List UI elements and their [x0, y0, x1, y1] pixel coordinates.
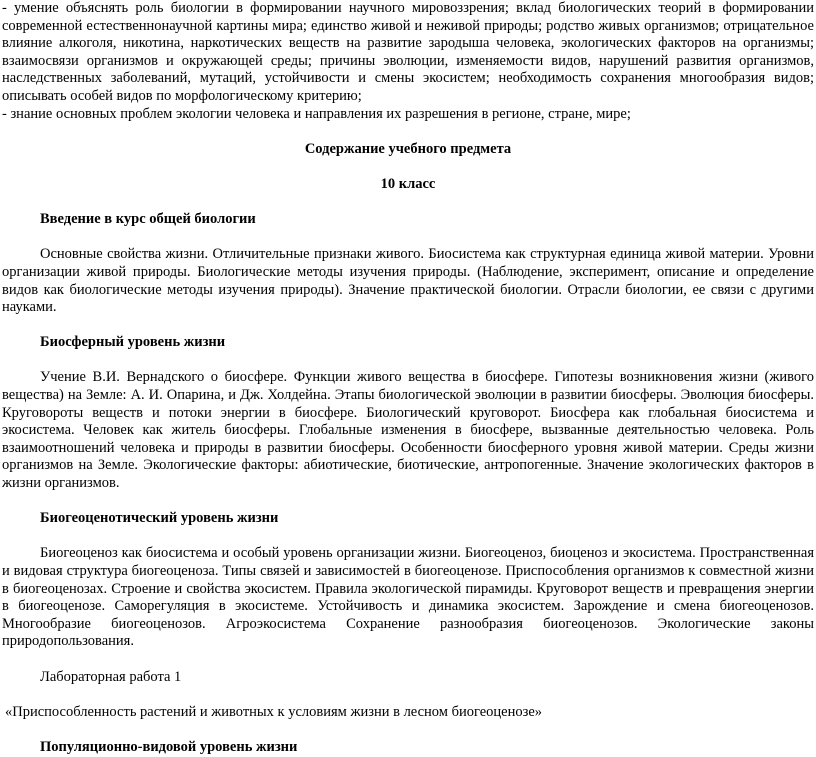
section-text-biosphere: Учение В.И. Вернадского о биосфере. Функции живого вещества в биосфере. Гипотезы возникновения жизни (живого вещества) на Земле: А. И. Опарина, и Дж. Холдейна. Этапы биологической эволюции в развитии биосферы. Эволюция биосферы. Круговороты веществ и потоки энергии в биосфере. Биологический круговорот. Биосфера как глобальная биосистема и экосистема. Человек как житель биосферы. Глобальные изменения в биосфере, вызванные деятельностью человека. Роль взаимоотношений человека и природы в развитии биосферы. Особенности биосферного уровня живой материи. Среды жизни организмов на Земле. Экологические факторы: абиотические, биотические, антропогенные. Значение экологических факторов в жизни организмов. [2, 369, 814, 492]
lab-work-title: «Приспособленность растений и животных к условиям жизни в лесном биогеоценозе» [5, 703, 543, 720]
section-heading-population: Популяционно-видовой уровень жизни [40, 738, 298, 755]
intro-paragraph-2: - знание основных проблем экологии человека и направления их разрешения в регионе, стране, мире; [2, 105, 631, 122]
content-title: Содержание учебного предмета [304, 140, 512, 157]
section-heading-intro: Введение в курс общей биологии [40, 211, 256, 228]
section-text-biogeocenotic: Биогеоценоз как биосистема и особый уровень организации жизни. Биогеоценоз, биоценоз и экосистема. Пространственная и видовая структура биогеоценоза. Типы связей и зависимостей в биогеоценозе. Приспособления организмов к совместной жизни в биогеоценозах. Строение и свойства экосистем. Правила экологической пирамиды. Круговорот веществ и превращения энергии в биогеоценозе. Саморегуляция в экосистеме. Устойчивость и динамика экосистем. Зарождение и смена биогеоценозов. Многообразие биогеоценозов. Агроэкосистема Сохранение разнообразия биогеоценозов. Экологические законы природопользования. [2, 545, 814, 650]
intro-paragraph-1: - умение объяснять роль биологии в формировании научного мировоззрения; вклад биологических теорий в формировании современной естественнонаучной картины мира; единство живой и неживой природы; родство живых организмов; отрицательное влияние алкоголя, никотина, наркотических веществ на развитие зародыша человека, экологических факторов на организмы; взаимосвязи организмов и окружающей среды; причины эволюции, изменяемости видов, нарушений развития организмов, наследственных заболеваний, мутаций, устойчивости и смены экосистем; необходимость сохранения многообразия видов; описывать особей видов по морфологическому критерию; [2, 0, 814, 104]
lab-work-label: Лабораторная работа 1 [40, 668, 182, 685]
section-heading-biogeocenotic: Биогеоценотический уровень жизни [40, 510, 279, 527]
section-heading-biosphere: Биосферный уровень жизни [40, 334, 226, 351]
section-text-intro: Основные свойства жизни. Отличительные признаки живого. Биосистема как структурная единица живой материи. Уровни организации живой природы. Биологические методы изучения природы. (Наблюдение, эксперимент, описание и определение видов как биологические методы изучения природы). Значение практической биологии. Отрасли биологии, ее связи с другими науками. [2, 246, 814, 316]
grade-label: 10 класс [380, 175, 436, 192]
